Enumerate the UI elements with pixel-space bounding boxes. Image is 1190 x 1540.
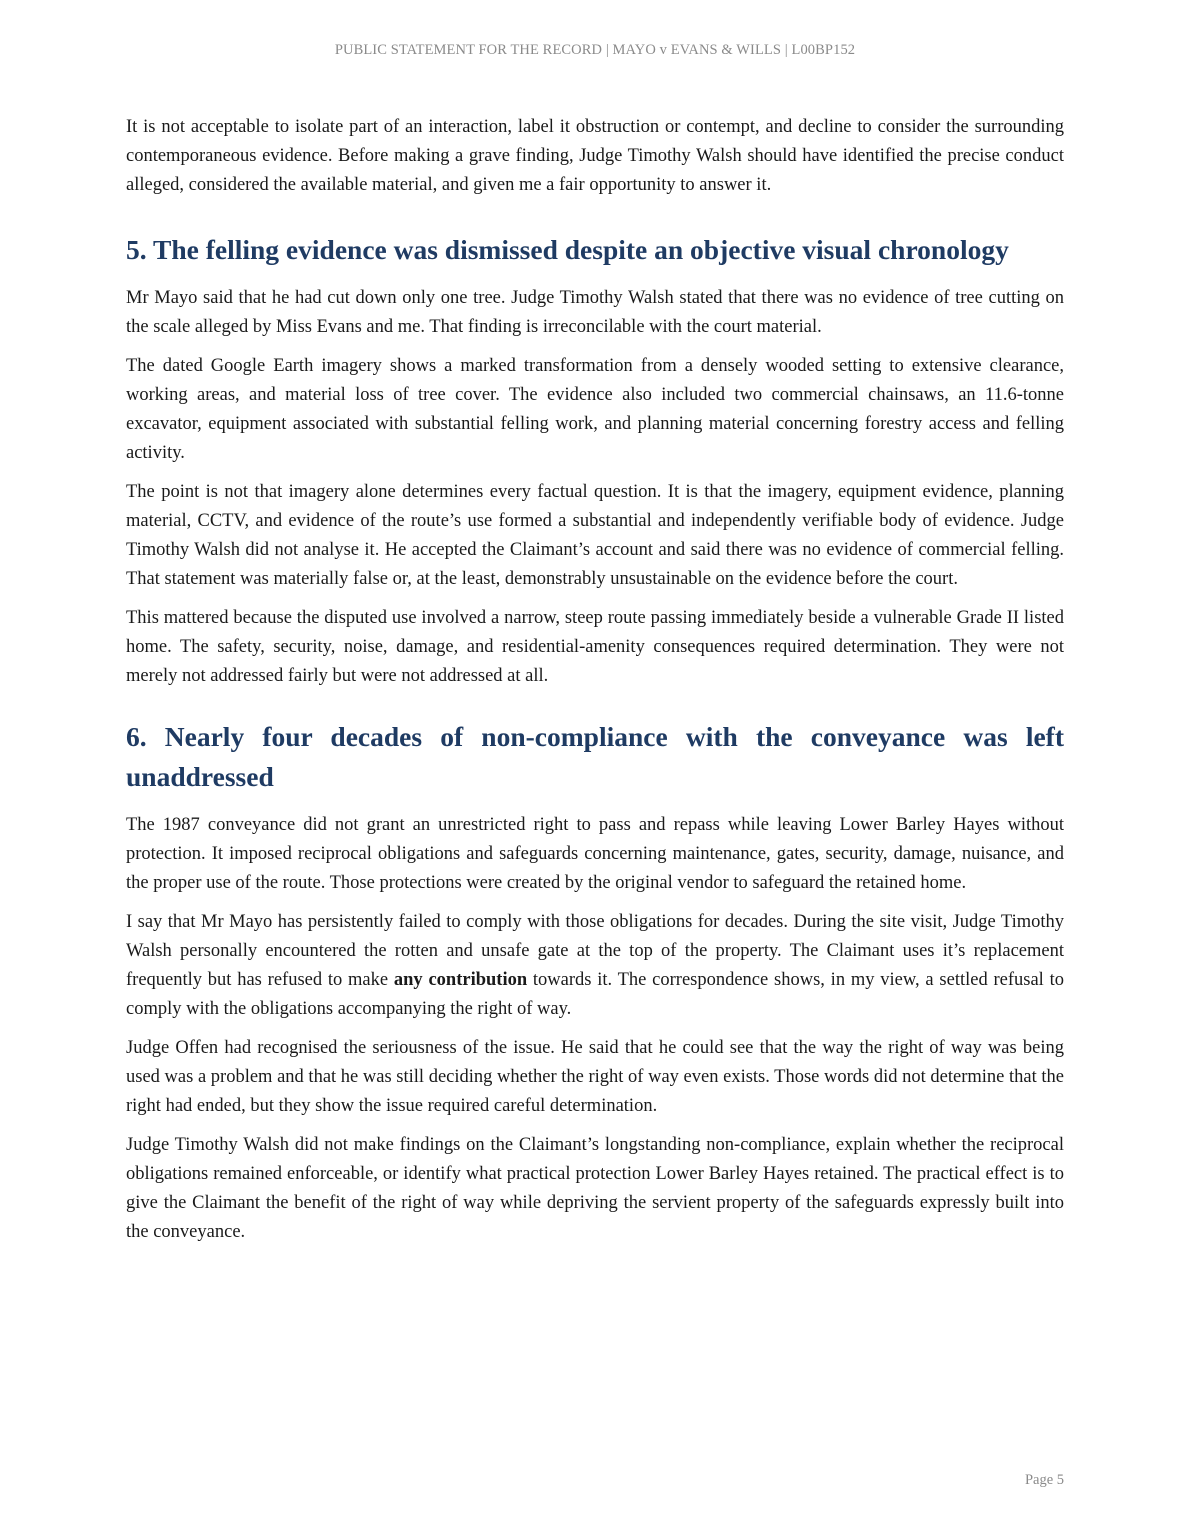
section-5-paragraph-4: This mattered because the disputed use involved a narrow, steep route passing immediately beside a vulnerable Grade II listed home. The safety, security, noise, damage, and residential-amenity consequences required determination. They were not merely not addressed fairly but were not addressed at all. [126,608,1064,686]
section-6-heading: 6. Nearly four decades of non-compliance with the conveyance was left unaddressed [126,721,1064,792]
paragraph-text: I say that Mr Mayo has persistently failed to comply with those obligations for decades. During the site visit, Judge Timothy Walsh personally encountered the rotten and unsafe gate at the top of the property. The Claimant uses it’s replacement frequently but has refused to make [126,912,1064,990]
section-5-paragraph-3: The point is not that imagery alone determines every factual question. It is that the imagery, equipment evidence, planning material, CCTV, and evidence of the route’s use formed a substantial and independently verifiable body of evidence. Judge Timothy Walsh did not analyse it. He accepted the Claimant’s account and said there was no evidence of commercial felling. That statement was materially false or, at the least, demonstrably unsustainable on the evidence before the court. [126,482,1064,589]
section-5-heading: 5. The felling evidence was dismissed despite an objective visual chronology [126,234,1009,265]
section-5-paragraph-1: Mr Mayo said that he had cut down only one tree. Judge Timothy Walsh stated that there was no evidence of tree cutting on the scale alleged by Miss Evans and me. That finding is irreconcilable with the court material. [126,288,1064,337]
document-body [126,113,1064,1257]
section-6-paragraph-3: Judge Offen had recognised the seriousness of the issue. He said that he could see that the way the right of way was being used was a problem and that he was still deciding whether the right of way even exists. Those words did not determine that the right had ended, but they show the issue required careful determination. [126,1038,1064,1116]
page-number: Page 5 [1024,1472,1064,1488]
section-6-paragraph-2 [126,908,1064,1024]
section-6-paragraph-1: The 1987 conveyance did not grant an unrestricted right to pass and repass while leaving Lower Barley Hayes without protection. It imposed reciprocal obligations and safeguards concerning maintenance, gates, security, damage, nuisance, and the proper use of the route. Those protections were created by the original vendor to safeguard the retained home. [126,815,1064,893]
section-5-paragraph-2: The dated Google Earth imagery shows a marked transformation from a densely wooded setting to extensive clearance, working areas, and material loss of tree cover. The evidence also included two commercial chainsaws, an 11.6-tonne excavator, equipment associated with substantial felling work, and planning material concerning forestry access and felling activity. [126,356,1064,463]
section-6-paragraph-4: Judge Timothy Walsh did not make findings on the Claimant’s longstanding non-compliance, explain whether the reciprocal obligations remained enforceable, or identify what practical protection Lower Barley Hayes retained. The practical effect is to give the Claimant the benefit of the right of way while depriving the servient property of the safeguards expressly built into the conveyance. [126,1135,1064,1242]
intro-paragraph: It is not acceptable to isolate part of an interaction, label it obstruction or contempt, and decline to consider the surrounding contemporaneous evidence. Before making a grave finding, Judge Timothy Walsh should have identified the precise conduct alleged, considered the available material, and given me a fair opportunity to answer it. [126,117,1064,195]
emphasis-any-contribution: any contribution [393,970,528,990]
paragraph-text: towards it. The correspondence shows, in my view, a settled refusal to comply with the obligations accompanying the right of way. [126,970,1064,1019]
running-header: PUBLIC STATEMENT FOR THE RECORD | MAYO v EVANS & WILLS | L00BP152 [334,42,856,58]
